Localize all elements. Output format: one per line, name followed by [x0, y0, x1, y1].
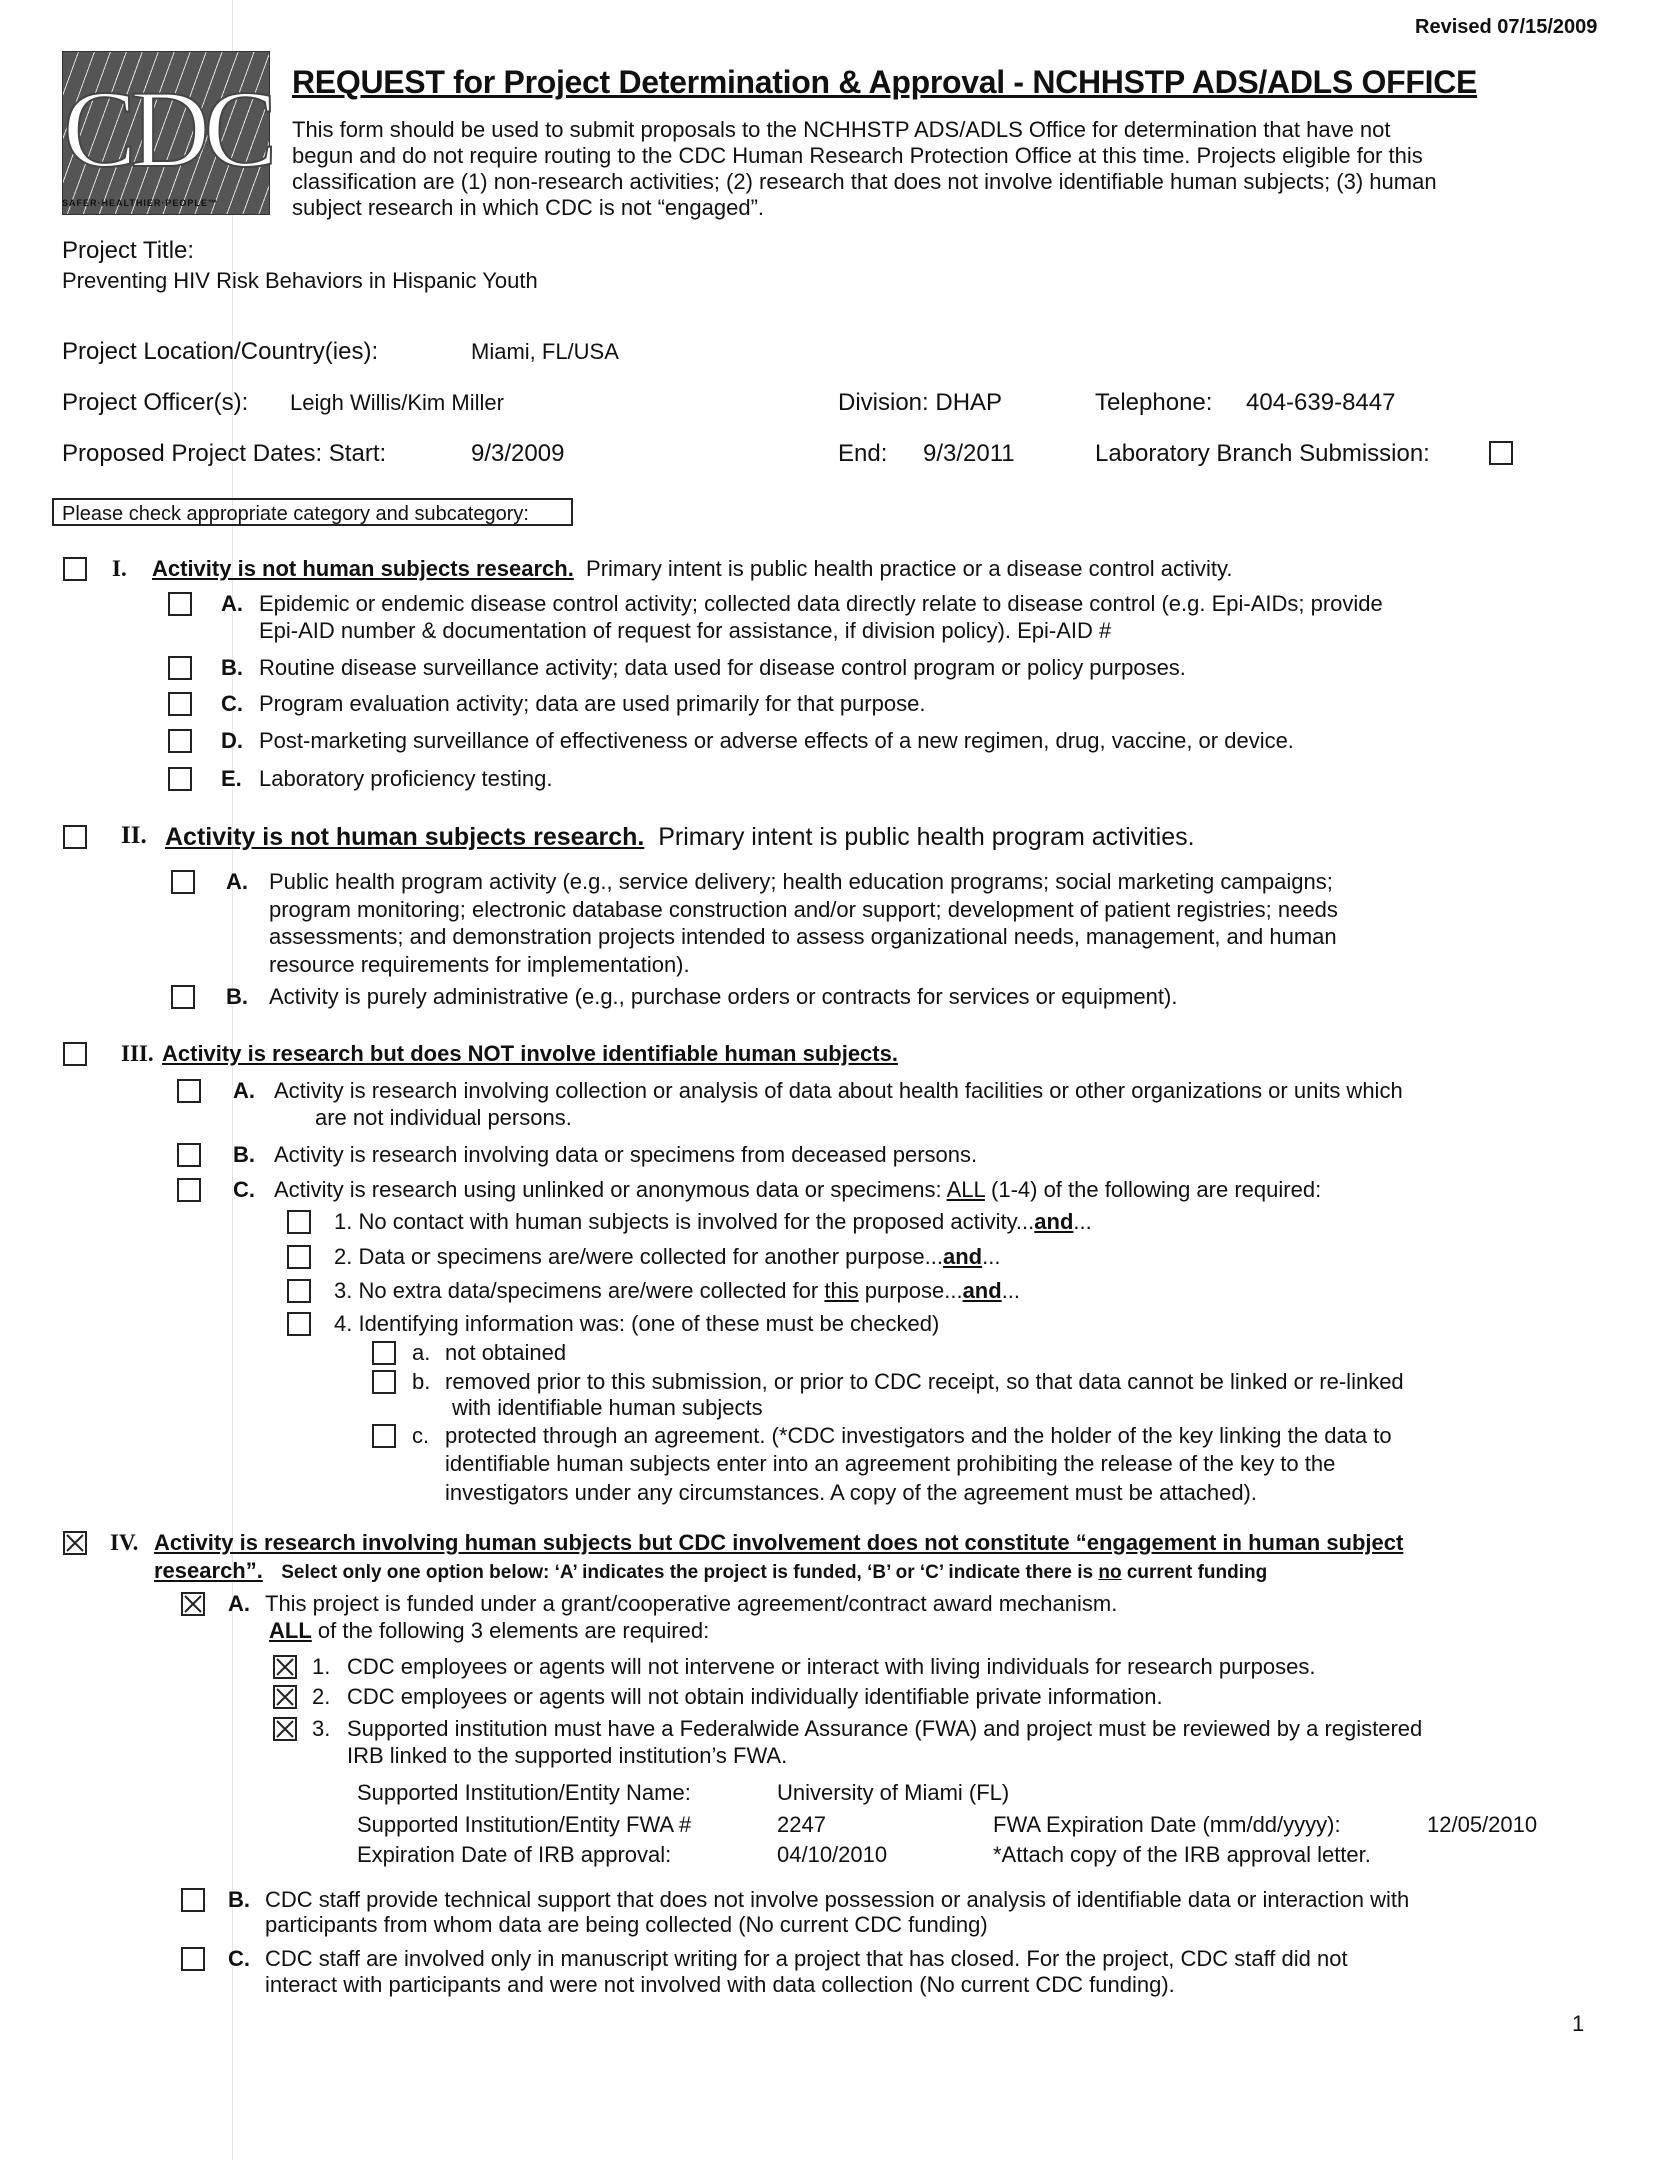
section-4-heading: Activity is research involving human subjects but CDC involvement does not constitute “engagement in human subject	[154, 1530, 1404, 1555]
section-3c2-checkbox[interactable]	[287, 1245, 311, 1269]
section-3c1-text	[334, 1209, 1092, 1235]
no-emphasis: no	[1098, 1562, 1122, 1583]
section-4-checkbox[interactable]	[63, 1531, 87, 1555]
section-1-checkbox[interactable]	[63, 557, 87, 581]
section-2a-letter: A.	[226, 869, 248, 894]
section-2a-text: resource requirements for implementation).	[269, 952, 690, 977]
section-3c4c-text: protected through an agreement. (*CDC investigators and the holder of the key linking the data to	[445, 1423, 1392, 1448]
section-2b-text: Activity is purely administrative (e.g., purchase orders or contracts for services or equipment).	[269, 984, 1178, 1009]
section-3c4a-letter: a.	[412, 1340, 431, 1365]
section-1e-letter: E.	[221, 766, 242, 791]
location-label: Project Location/Country(ies):	[62, 338, 379, 365]
section-4-heading: research”.	[154, 1558, 263, 1583]
section-4c-checkbox[interactable]	[181, 1947, 205, 1971]
fwa-number-value[interactable]: 2247	[777, 1812, 826, 1837]
item-number: 3.	[312, 1716, 331, 1741]
section-4b-letter: B.	[228, 1887, 250, 1912]
form-title: REQUEST for Project Determination & Approval - NCHHSTP ADS/ADLS OFFICE	[292, 64, 1478, 100]
item-number: 1.	[312, 1654, 331, 1679]
text: Activity is research using unlinked or anonymous data or specimens:	[274, 1177, 947, 1202]
section-3c-letter: C.	[233, 1177, 255, 1202]
section-1c-letter: C.	[221, 691, 243, 716]
section-4c-text: interact with participants and were not involved with data collection (No current CDC funding).	[265, 1972, 1175, 1997]
section-4-note: current funding	[1121, 1562, 1268, 1583]
section-1d-text: Post-marketing surveillance of effectiveness or adverse effects of a new regimen, drug, vaccine, or device.	[259, 728, 1294, 753]
section-1b-letter: B.	[221, 655, 243, 680]
text: ...	[1001, 1278, 1021, 1303]
text: ...	[982, 1244, 1001, 1269]
section-4-note: Select only one option below: ‘A’ indicates the project is funded, ‘B’ or ‘C’ indicate there is	[281, 1562, 1099, 1583]
section-3c4c-letter: c.	[412, 1423, 430, 1448]
section-1a-checkbox[interactable]	[168, 592, 192, 616]
fwa-expiration-value[interactable]: 12/05/2010	[1427, 1812, 1538, 1837]
section-4a3-checkbox[interactable]	[273, 1717, 297, 1741]
section-3c4c-checkbox[interactable]	[372, 1424, 396, 1448]
section-4a-checkbox[interactable]	[181, 1592, 205, 1616]
attach-note: *Attach copy of the IRB approval letter.	[993, 1842, 1371, 1867]
section-3c4a-checkbox[interactable]	[372, 1341, 396, 1365]
division: Division: DHAP	[838, 389, 1003, 416]
and-emphasis: and	[962, 1278, 1002, 1303]
x-mark-icon	[65, 1533, 85, 1553]
x-mark-icon	[275, 1657, 295, 1677]
instruction-box: Please check appropriate category and subcategory:	[52, 498, 573, 526]
section-1-heading: Activity is not human subjects research.	[152, 556, 574, 581]
section-3c-text	[274, 1177, 1321, 1203]
section-2b-checkbox[interactable]	[171, 985, 195, 1009]
section-3c4a-text: not obtained	[445, 1340, 567, 1365]
intro-line: This form should be used to submit proposals to the NCHHSTP ADS/ADLS Office for determination that have not	[292, 117, 1391, 142]
section-1-desc: Primary intent is public health practice or a disease control activity.	[586, 556, 1233, 581]
section-1a-text: Epidemic or endemic disease control activity; collected data directly relate to disease control (e.g. Epi-AIDs; provide	[259, 591, 1383, 616]
section-4b-checkbox[interactable]	[181, 1888, 205, 1912]
and-emphasis: and	[943, 1244, 983, 1269]
section-3b-checkbox[interactable]	[177, 1143, 201, 1167]
section-3c3-text	[334, 1278, 1020, 1304]
section-2-number: II.	[121, 822, 147, 849]
intro-line: classification are (1) non-research activities; (2) research that does not involve identifiable human subjects; (3) human	[292, 169, 1437, 194]
section-1b-text: Routine disease surveillance activity; data used for disease control program or policy purposes.	[259, 655, 1186, 680]
section-1e-text: Laboratory proficiency testing.	[259, 766, 553, 791]
section-3c4b-checkbox[interactable]	[372, 1370, 396, 1394]
section-4b-text: participants from whom data are being collected (No current CDC funding)	[265, 1912, 988, 1937]
section-3b-text: Activity is research involving data or specimens from deceased persons.	[274, 1142, 978, 1167]
section-3a-letter: A.	[233, 1078, 255, 1103]
section-3c4b-text: with identifiable human subjects	[452, 1395, 763, 1420]
page-number: 1	[1572, 2011, 1585, 2036]
section-4a-letter: A.	[228, 1591, 250, 1616]
x-mark-icon	[275, 1719, 295, 1739]
section-2a-checkbox[interactable]	[171, 870, 195, 894]
section-3c1-checkbox[interactable]	[287, 1210, 311, 1234]
section-1e-checkbox[interactable]	[168, 767, 192, 791]
section-4a1-text: CDC employees or agents will not intervene or interact with living individuals for research purposes.	[347, 1654, 1316, 1679]
section-4a3-text: Supported institution must have a Federalwide Assurance (FWA) and project must be reviewed by a registered	[347, 1716, 1423, 1741]
section-1d-checkbox[interactable]	[168, 729, 192, 753]
institution-name-value[interactable]: University of Miami (FL)	[777, 1780, 1010, 1805]
item-number: 2.	[312, 1684, 331, 1709]
section-2-desc: Primary intent is public health program activities.	[658, 823, 1195, 851]
and-emphasis: and	[1034, 1209, 1074, 1234]
text: purpose...	[858, 1278, 963, 1303]
section-2a-text: program monitoring; electronic database construction and/or support; development of patient registries; needs	[269, 897, 1338, 922]
section-4a-text: This project is funded under a grant/cooperative agreement/contract award mechanism.	[265, 1591, 1118, 1616]
section-4a3-text: IRB linked to the supported institution’s FWA.	[347, 1743, 788, 1768]
section-3-number: III.	[121, 1041, 154, 1066]
all-emphasis: ALL	[269, 1618, 312, 1643]
logo-text: CDC	[63, 68, 272, 190]
section-3a-text: are not individual persons.	[315, 1105, 572, 1130]
section-3c4c-text: identifiable human subjects enter into an agreement prohibiting the release of the key to the	[445, 1451, 1336, 1476]
section-3c4-checkbox[interactable]	[287, 1312, 311, 1336]
institution-name-label: Supported Institution/Entity Name:	[357, 1780, 691, 1805]
intro-line: subject research in which CDC is not “engaged”.	[292, 195, 765, 220]
section-3b-letter: B.	[233, 1142, 255, 1167]
irb-expiration-label: Expiration Date of IRB approval:	[357, 1842, 672, 1867]
section-4a1-checkbox[interactable]	[273, 1655, 297, 1679]
section-2a-text: Public health program activity (e.g., service delivery; health education programs; social marketing campaigns;	[269, 869, 1333, 894]
lab-branch-checkbox[interactable]	[1489, 441, 1513, 465]
section-3-checkbox[interactable]	[63, 1042, 87, 1066]
section-2-checkbox[interactable]	[63, 825, 87, 849]
text: 3. No extra data/specimens are/were collected for	[334, 1278, 825, 1303]
section-3-heading: Activity is research but does NOT involve identifiable human subjects.	[162, 1041, 898, 1066]
section-4-number: IV.	[110, 1530, 139, 1555]
lab-branch-label: Laboratory Branch Submission:	[1095, 440, 1430, 467]
text: 2. Data or specimens are/were collected for another purpose...	[334, 1244, 943, 1269]
section-1-number: I.	[112, 556, 127, 581]
this-emphasis: this	[824, 1278, 859, 1303]
section-1d-letter: D.	[221, 728, 243, 753]
officer-label: Project Officer(s):	[62, 389, 249, 416]
end-label: End:	[838, 440, 888, 467]
section-4b-text: CDC staff provide technical support that does not involve possession or analysis of identifiable data or interaction with	[265, 1887, 1410, 1912]
section-3c4-text: 4. Identifying information was: (one of these must be checked)	[334, 1311, 940, 1336]
location-value[interactable]: Miami, FL/USA	[471, 339, 619, 364]
section-2a-text: assessments; and demonstration projects intended to assess organizational needs, management, and human	[269, 924, 1337, 949]
cdc-logo	[62, 51, 270, 215]
revised-date: Revised 07/15/2009	[1415, 16, 1598, 38]
irb-expiration-value[interactable]: 04/10/2010	[777, 1842, 888, 1867]
section-3c4b-text: removed prior to this submission, or prior to CDC receipt, so that data cannot be linked or re-linked	[445, 1369, 1404, 1394]
section-3a-checkbox[interactable]	[177, 1079, 201, 1103]
section-4a2-checkbox[interactable]	[273, 1685, 297, 1709]
section-4a2-text: CDC employees or agents will not obtain individually identifiable private information.	[347, 1684, 1163, 1709]
section-3c-checkbox[interactable]	[177, 1178, 201, 1202]
section-3c2-text	[334, 1244, 1000, 1270]
text: 1. No contact with human subjects is involved for the proposed activity...	[334, 1209, 1035, 1234]
x-mark-icon	[183, 1594, 203, 1614]
dates-label: Proposed Project Dates: Start:	[62, 440, 387, 467]
section-1a-text: Epi-AID number & documentation of request for assistance, if division policy). Epi-AID #	[259, 618, 1112, 643]
fwa-expiration-label: FWA Expiration Date (mm/dd/yyyy):	[993, 1812, 1341, 1837]
all-emphasis: ALL	[946, 1177, 985, 1202]
section-4c-text: CDC staff are involved only in manuscript writing for a project that has closed. For the project, CDC staff did not	[265, 1946, 1348, 1971]
logo-tagline: SAFER·HEALTHIER·PEOPLE™	[62, 198, 218, 208]
x-mark-icon	[275, 1687, 295, 1707]
section-1b-checkbox[interactable]	[168, 656, 192, 680]
text: (1-4) of the following are required:	[984, 1177, 1322, 1202]
section-2b-letter: B.	[226, 984, 248, 1009]
start-date[interactable]: 9/3/2009	[471, 440, 565, 467]
text: ...	[1073, 1209, 1092, 1234]
officer-value[interactable]: Leigh Willis/Kim Miller	[290, 390, 504, 415]
project-title-label: Project Title:	[62, 237, 195, 264]
section-1c-checkbox[interactable]	[168, 692, 192, 716]
end-date[interactable]: 9/3/2011	[923, 440, 1015, 467]
text: of the following 3 elements are required:	[311, 1618, 710, 1643]
project-title-value[interactable]: Preventing HIV Risk Behaviors in Hispanic Youth	[62, 268, 538, 293]
fwa-number-label: Supported Institution/Entity FWA #	[357, 1812, 692, 1837]
telephone-value[interactable]: 404-639-8447	[1246, 389, 1396, 416]
section-3c3-checkbox[interactable]	[287, 1279, 311, 1303]
section-3a-text: Activity is research involving collection or analysis of data about health facilities or other organizations or units which	[274, 1078, 1403, 1103]
section-1c-text: Program evaluation activity; data are used primarily for that purpose.	[259, 691, 926, 716]
intro-line: begun and do not require routing to the CDC Human Research Protection Office at this time. Projects eligible for this	[292, 143, 1423, 168]
section-3c4b-letter: b.	[412, 1369, 431, 1394]
telephone-label: Telephone:	[1095, 389, 1213, 416]
section-4c-letter: C.	[228, 1946, 250, 1971]
section-1a-letter: A.	[221, 591, 243, 616]
section-2-heading: Activity is not human subjects research.	[165, 823, 645, 851]
section-3c4c-text: investigators under any circumstances. A copy of the agreement must be attached).	[445, 1480, 1257, 1505]
